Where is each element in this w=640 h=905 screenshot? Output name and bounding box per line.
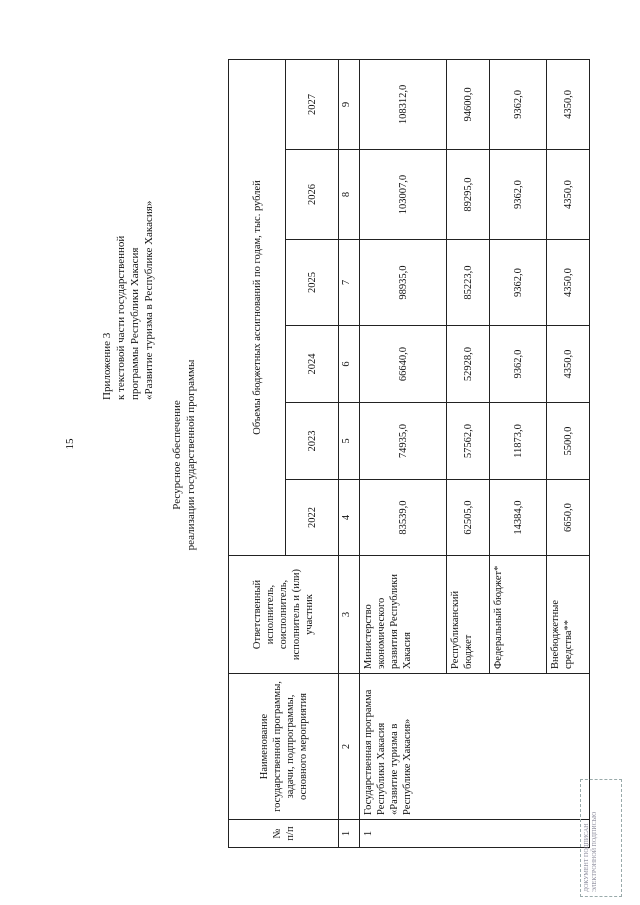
appendix-note — [100, 70, 156, 400]
value-cell: 9362,0 — [490, 326, 547, 403]
title-line-1: Ресурсное обеспечение — [171, 400, 183, 510]
value-cell: 66640,0 — [360, 326, 447, 403]
value-cell: 85223,0 — [447, 240, 490, 326]
index-cell: 2 — [339, 674, 360, 820]
header-row — [229, 59, 286, 847]
header-year-2023: 2023 — [286, 403, 339, 480]
value-cell: 4350,0 — [547, 326, 590, 403]
value-cell: 4350,0 — [547, 150, 590, 240]
value-cell: 5500,0 — [547, 403, 590, 480]
resource-table — [228, 59, 590, 848]
index-cell: 9 — [339, 59, 360, 149]
value-cell: 98935,0 — [360, 240, 447, 326]
value-cell: 9362,0 — [490, 240, 547, 326]
program-name: Государственная программа Республики Хакасия «Развитие туризма в Республике Хакасия» — [360, 674, 590, 820]
executor-cell: Республиканский бюджет — [447, 556, 490, 674]
value-cell: 94600,0 — [447, 59, 490, 149]
document-title — [170, 305, 198, 605]
title-line-2: реализации государственной программы — [185, 359, 197, 551]
header-num: № п/п — [229, 820, 339, 848]
executor-cell: Внебюджетные средства** — [547, 556, 590, 674]
value-cell: 6650,0 — [547, 480, 590, 556]
executor-cell: Министерство экономического развития Республики Хакасия — [360, 556, 447, 674]
value-cell: 57562,0 — [447, 403, 490, 480]
value-cell: 83539,0 — [360, 480, 447, 556]
index-cell: 1 — [339, 820, 360, 848]
index-cell: 8 — [339, 150, 360, 240]
index-cell: 5 — [339, 403, 360, 480]
appendix-line-2: к текстовой части государственной — [115, 235, 127, 400]
header-year-2027: 2027 — [286, 59, 339, 149]
header-year-2022: 2022 — [286, 480, 339, 556]
e-signature-stamp: ДОКУМЕНТ ПОДПИСАН ЭЛЕКТРОННОЙ ПОДПИСЬЮ — [580, 779, 622, 897]
table-row — [360, 59, 447, 847]
executor-cell: Федеральный бюджет* — [490, 556, 547, 674]
index-row — [339, 59, 360, 847]
index-cell: 3 — [339, 556, 360, 674]
row-number: 1 — [360, 820, 590, 848]
header-year-2024: 2024 — [286, 326, 339, 403]
header-year-2026: 2026 — [286, 150, 339, 240]
value-cell: 62505,0 — [447, 480, 490, 556]
appendix-line-1: Приложение 3 — [101, 332, 113, 400]
index-cell: 4 — [339, 480, 360, 556]
header-volumes: Объемы бюджетных ассигнований по годам, тыс. рублей — [229, 59, 286, 555]
header-name: Наименование государственной программы, задачи, подпрограммы, основного мероприятия — [229, 674, 339, 820]
page-number: 15 — [64, 438, 76, 450]
value-cell: 74935,0 — [360, 403, 447, 480]
value-cell: 4350,0 — [547, 240, 590, 326]
value-cell: 9362,0 — [490, 150, 547, 240]
value-cell: 9362,0 — [490, 59, 547, 149]
value-cell: 4350,0 — [547, 59, 590, 149]
value-cell: 108312,0 — [360, 59, 447, 149]
header-executor: Ответственный исполнитель, соисполнитель, исполнитель и (или) участник — [229, 556, 339, 674]
value-cell: 103007,0 — [360, 150, 447, 240]
value-cell: 14384,0 — [490, 480, 547, 556]
appendix-line-3: программы Республики Хакасия — [129, 247, 141, 400]
appendix-line-4: «Развитие туризма в Республике Хакасия» — [143, 200, 155, 400]
index-cell: 7 — [339, 240, 360, 326]
value-cell: 52928,0 — [447, 326, 490, 403]
header-year-2025: 2025 — [286, 240, 339, 326]
value-cell: 89295,0 — [447, 150, 490, 240]
value-cell: 11873,0 — [490, 403, 547, 480]
index-cell: 6 — [339, 326, 360, 403]
